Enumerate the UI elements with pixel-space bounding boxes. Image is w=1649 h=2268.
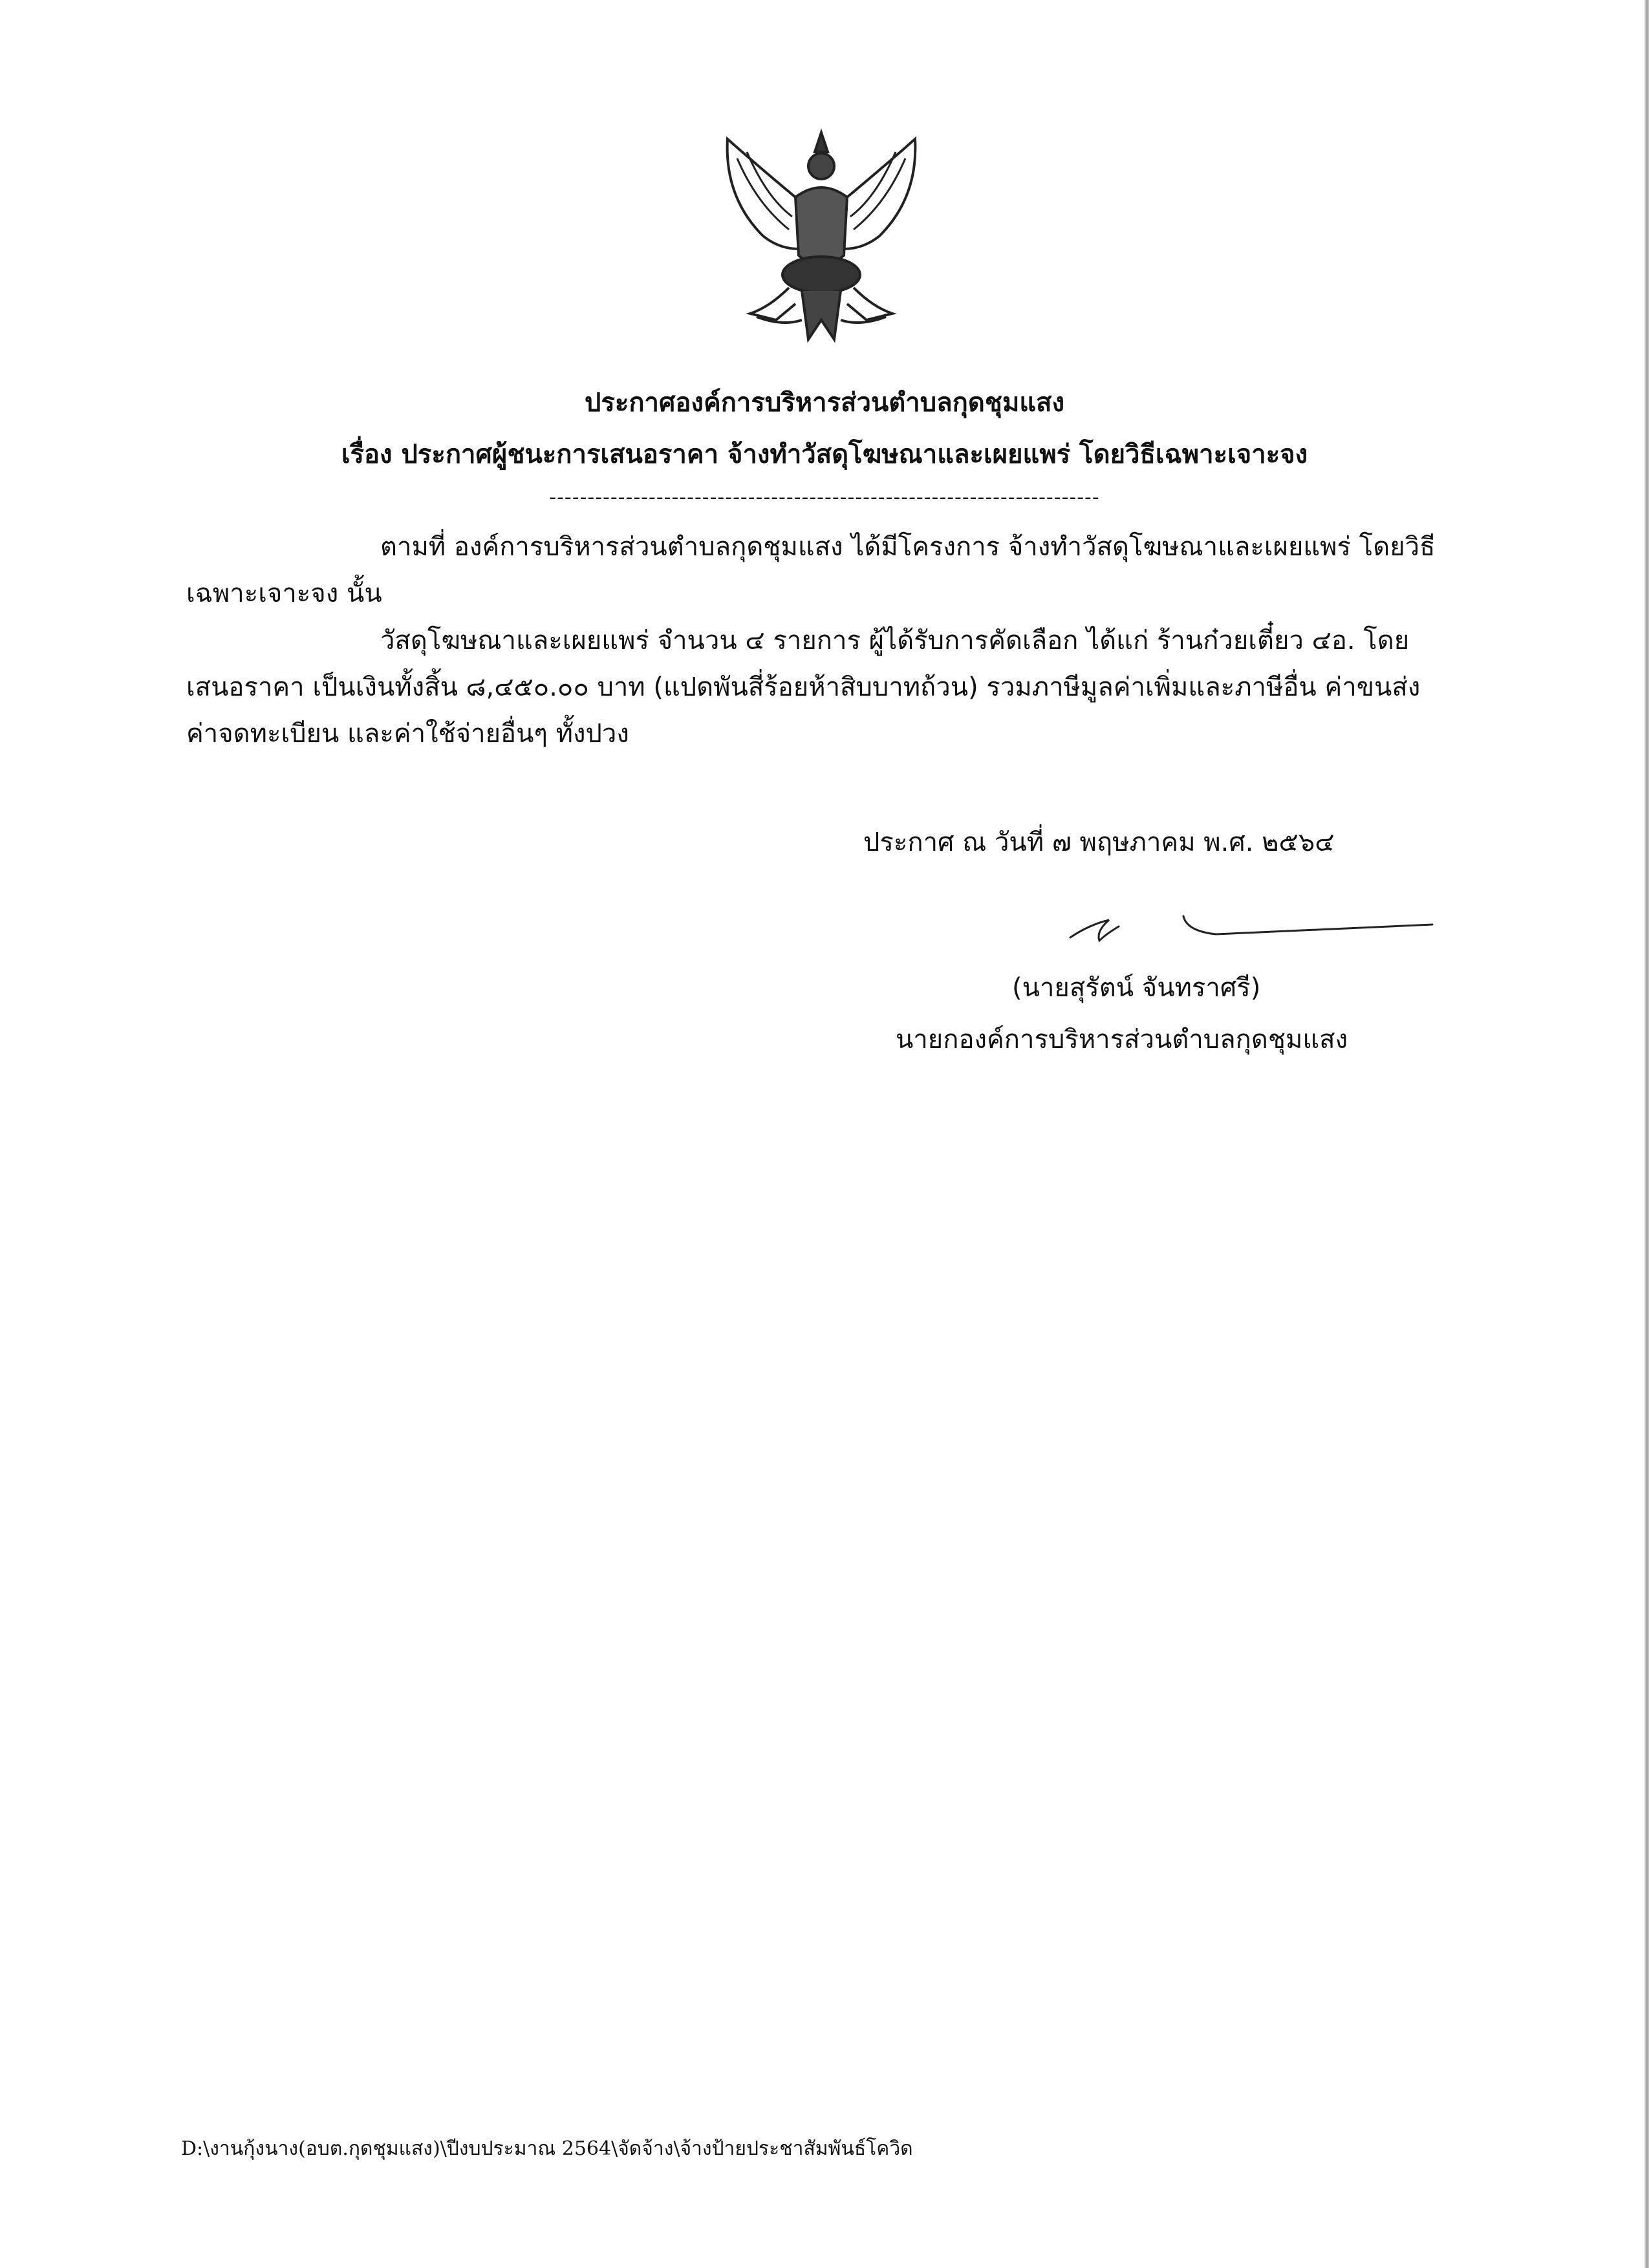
signatory-name: (นายสุรัตน์ จันทราศรี) (1012, 973, 1261, 1003)
garuda-emblem-icon (718, 126, 925, 352)
handwritten-signature (1061, 902, 1442, 954)
body-paragraph-1 (186, 524, 1454, 617)
document-title: ประกาศองค์การบริหารส่วนตำบลกุดชุมแสง (584, 388, 1065, 418)
scan-edge (1644, 0, 1649, 2268)
file-path-footer: D:\งานกุ้งนาง(อบต.กุดชุมแสง)\ปีงบประมาณ 2564\จัดจ้าง\จ้างป้ายประชาสัมพันธ์โควิด (181, 2137, 913, 2160)
announcement-date: ประกาศ ณ วันที่ ๗ พฤษภาคม พ.ศ. ๒๕๖๔ (863, 828, 1335, 857)
divider-line: ------------------------------------------------------------------------ (549, 486, 1100, 509)
signatory-position: นายกองค์การบริหารส่วนตำบลกุดชุมแสง (896, 1025, 1348, 1054)
body-paragraph-2 (186, 617, 1454, 757)
paragraph-1-text: ตามที่ องค์การบริหารส่วนตำบลกุดชุมแสง ได้มีโครงการ จ้างทำวัสดุโฆษณาและเผยแพร่ โดยวิธีเฉพาะเจาะจง นั้น (186, 532, 1436, 608)
paragraph-2-text: วัสดุโฆษณาและเผยแพร่ จำนวน ๔ รายการ ผู้ได้รับการคัดเลือก ได้แก่ ร้านก๋วยเตี๋ยว ๔อ. โดยเสนอราคา เป็นเงินทั้งสิ้น ๘,๔๕๐.๐๐ บาท (แปดพันสี่ร้อยห้าสิบบาทถ้วน) รวมภาษีมูลค่าเพิ่มและภาษีอื่น ค่าขนส่ง ค่าจดทะเบียน และค่าใช้จ่ายอื่นๆ ทั้งปวง (186, 626, 1421, 749)
document-subject: เรื่อง ประกาศผู้ชนะการเสนอราคา จ้างทำวัสดุโฆษณาและเผยแพร่ โดยวิธีเฉพาะเจาะจง (341, 440, 1308, 469)
